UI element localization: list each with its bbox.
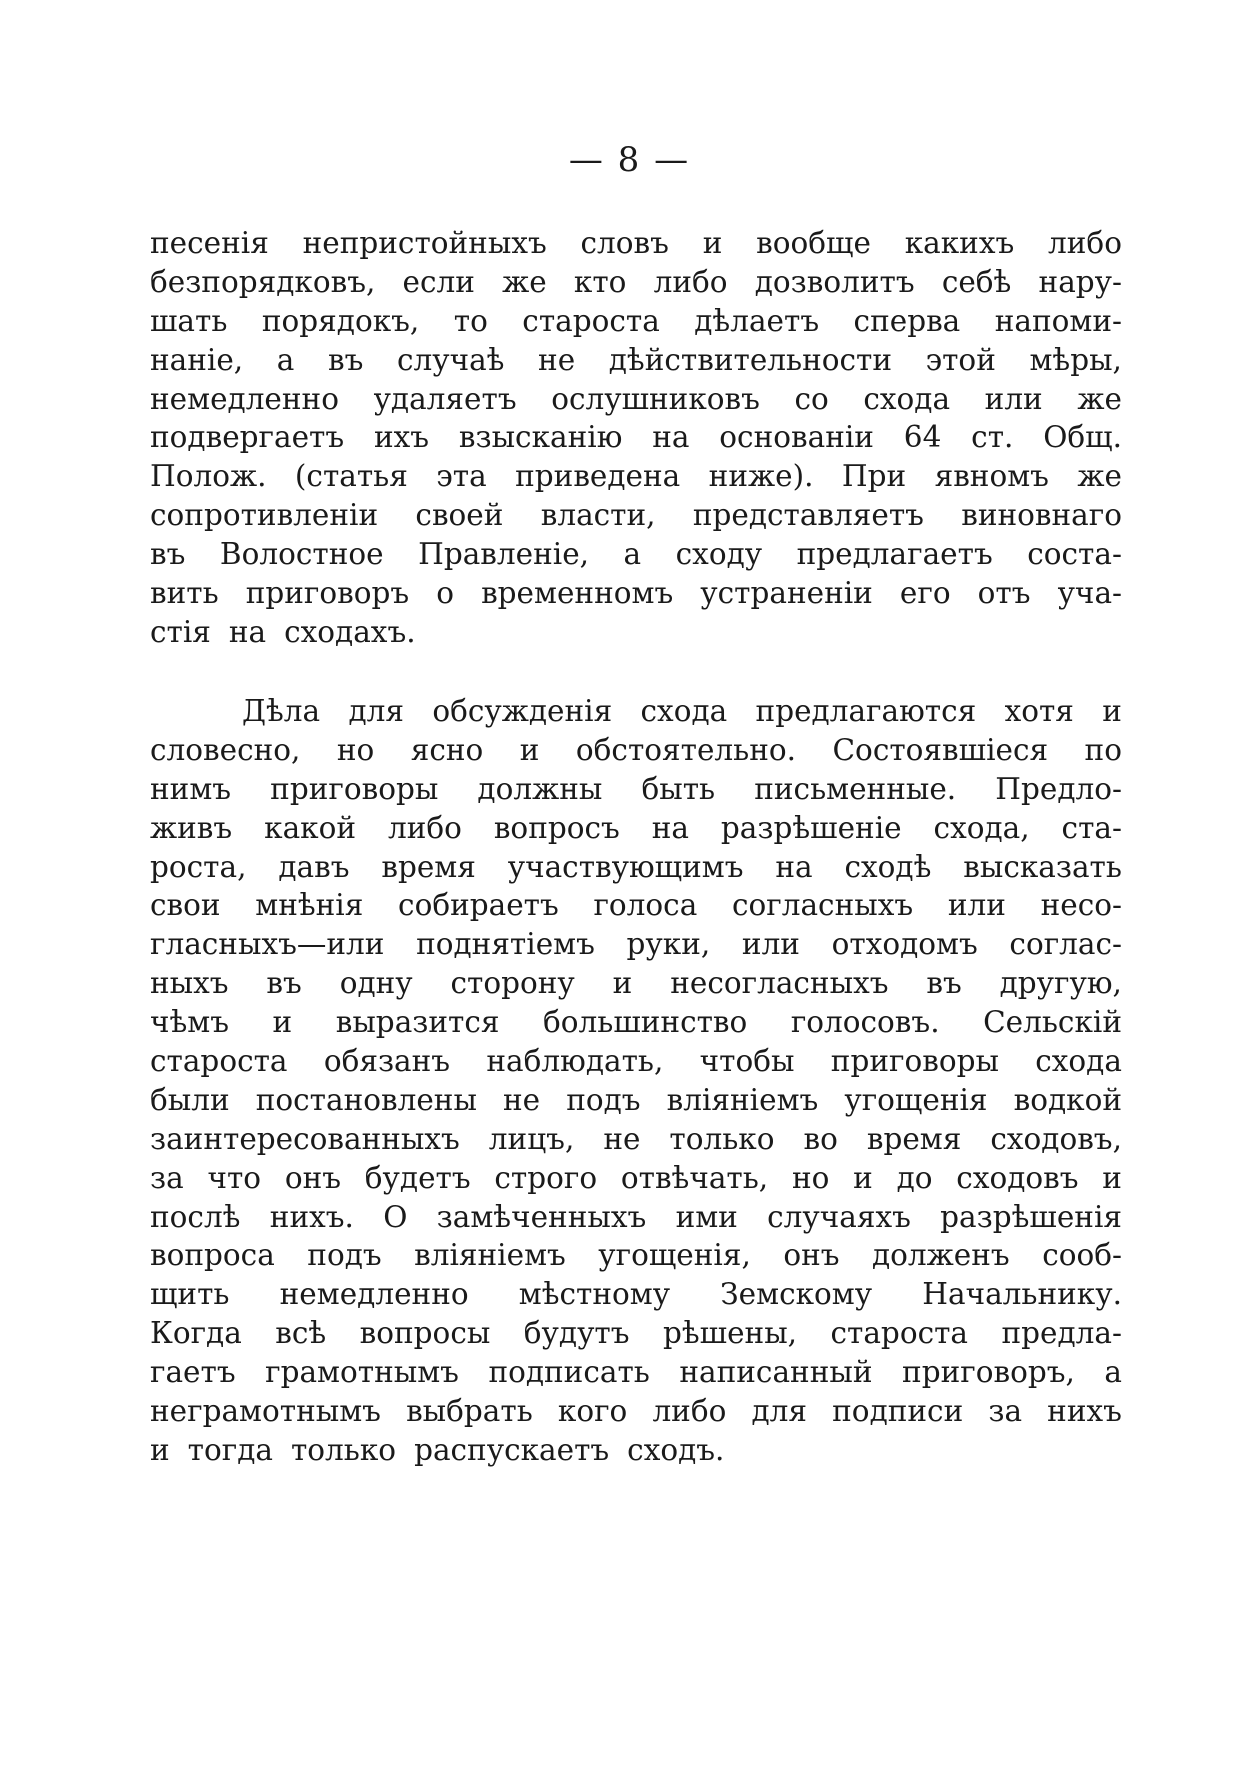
text-line: роста, давъ время участвующимъ на сходѣ высказать	[150, 849, 1122, 884]
text-line: неграмотнымъ выбрать кого либо для подписи за нихъ	[150, 1394, 1122, 1429]
text-line: свои мнѣнія собираетъ голоса согласныхъ или несо-	[150, 888, 1122, 923]
text-line: песенія непристойныхъ словъ и вообще какихъ либо	[150, 226, 1122, 260]
page-number: — 8 —	[568, 140, 691, 180]
text-line: были постановлены не подъ вліяніемъ угощенія водкой	[150, 1082, 1122, 1117]
text-line: ныхъ въ одну сторону и несогласныхъ въ другую,	[150, 966, 1122, 1001]
text-line: безпорядковъ, если же кто либо дозволитъ себѣ нару-	[150, 264, 1122, 299]
text-line: нимъ приговоры должны быть письменные. Предло-	[150, 771, 1122, 806]
paragraph-1	[150, 224, 1122, 652]
text-line: Дѣла для обсужденія схода предлагаются хотя и	[242, 694, 1122, 728]
text-line: гаетъ грамотнымъ подписать написанный приговоръ, а	[150, 1355, 1122, 1390]
text-line: чѣмъ и выразится большинство голосовъ. Сельскій	[150, 1005, 1122, 1040]
text-line: словесно, но ясно и обстоятельно. Состоявшіеся по	[150, 732, 1122, 767]
text-line: заинтересованныхъ лицъ, не только во время сходовъ,	[150, 1121, 1122, 1156]
text-line: подвергаетъ ихъ взысканію на основаніи 64 ст. Общ.	[150, 420, 1122, 455]
text-line: гласныхъ—или поднятіемъ руки, или отходомъ соглас-	[150, 927, 1122, 962]
text-line: послѣ нихъ. О замѣченныхъ ими случаяхъ разрѣшенія	[150, 1199, 1122, 1234]
paragraph-2	[150, 692, 1122, 1470]
text-line: немедленно удаляетъ ослушниковъ со схода или же	[150, 381, 1122, 416]
text-line: шать порядокъ, то староста дѣлаетъ сперва напоми-	[150, 303, 1122, 338]
text-line: сопротивленіи своей власти, представляетъ виновнаго	[150, 498, 1122, 533]
text-line: за что онъ будетъ строго отвѣчать, но и до сходовъ и	[150, 1160, 1122, 1195]
text-line: староста обязанъ наблюдать, чтобы приговоры схода	[150, 1044, 1122, 1079]
text-line: Полож. (статья эта приведена ниже). При явномъ же	[150, 459, 1122, 494]
text-line: живъ какой либо вопросъ на разрѣшеніе схода, ста-	[150, 810, 1122, 845]
text-line: Когда всѣ вопросы будутъ рѣшены, староста предла-	[150, 1316, 1122, 1351]
text-line: вопроса подъ вліяніемъ угощенія, онъ долженъ сооб-	[150, 1238, 1122, 1273]
text-line: щить немедленно мѣстному Земскому Начальнику.	[150, 1277, 1122, 1312]
text-line: наніе, а въ случаѣ не дѣйствительности этой мѣры,	[150, 342, 1122, 377]
text-line: стія на сходахъ.	[150, 614, 416, 649]
text-line: въ Волостное Правленіе, а сходу предлагаетъ соста-	[150, 537, 1122, 572]
text-line: и тогда только распускаетъ сходъ.	[150, 1432, 725, 1467]
text-line: вить приговоръ о временномъ устраненіи его отъ уча-	[150, 576, 1122, 611]
